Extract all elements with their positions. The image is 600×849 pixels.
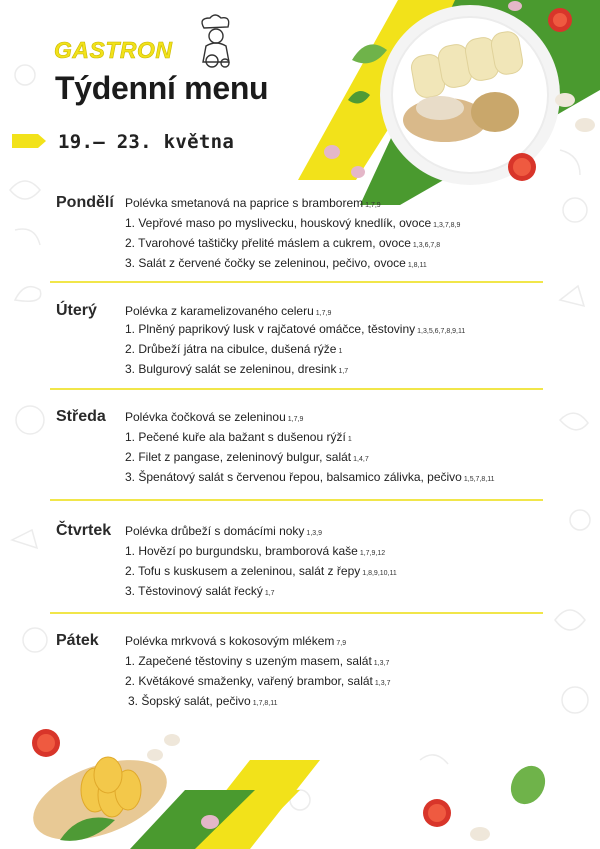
allergens: 1,7,9: [315, 310, 332, 317]
menu-item: 3. Špenátový salát s červenou řepou, balsamico zálivka, pečivo 1,5,7,8,11: [125, 470, 495, 484]
menu-item: 2. Květákové smaženky, vařený brambor, salát 1,3,7: [125, 674, 391, 688]
soup: Polévka drůbeží s domácími noky 1,3,9: [125, 524, 322, 538]
allergens: 1,7: [264, 590, 275, 597]
menu-item: 1. Plněný paprikový lusk v rajčatové omáčce, těstoviny 1,3,5,6,7,8,9,11: [125, 322, 466, 336]
menu-item: 3. Šopský salát, pečivo 1,7,8,11: [128, 694, 278, 708]
day-name: Úterý: [56, 302, 97, 319]
allergens: 1: [338, 348, 343, 355]
allergens: 1,7,9: [365, 202, 381, 209]
arrow-icon: [12, 134, 46, 148]
divider: [50, 499, 543, 501]
brand-logo: GASTRON: [54, 37, 173, 63]
allergens: 1,3,7: [373, 660, 390, 667]
allergens: 1,3,7,8,9: [433, 222, 461, 229]
day-name: Středa: [56, 408, 106, 425]
allergens: 1,3,7: [374, 680, 391, 687]
allergens: 1,8,9,10,11: [362, 570, 397, 577]
divider: [50, 612, 543, 614]
allergens: 1,4,7: [353, 456, 369, 463]
date-range: 19.– 23. května: [58, 131, 235, 153]
menu-item: 3. Salát z červené čočky se zeleninou, pečivo, ovoce 1,8,11: [125, 256, 427, 270]
menu-item: 2. Tvarohové taštičky přelité máslem a cukrem, ovoce 1,3,6,7,8: [125, 236, 441, 250]
allergens: 1,7,9: [287, 416, 304, 423]
menu-item: 1. Zapečené těstoviny s uzeným masem, salát 1,3,7: [125, 654, 390, 668]
menu-item: 1. Vepřové maso po myslivecku, houskový knedlík, ovoce 1,3,7,8,9: [125, 216, 461, 230]
menu-item: 2. Filet z pangase, zeleninový bulgur, salát 1,4,7: [125, 450, 369, 464]
soup: Polévka mrkvová s kokosovým mlékem 7,9: [125, 634, 347, 648]
menu-item: 3. Těstovinový salát řecký 1,7: [125, 584, 275, 598]
allergens: 1,7,9,12: [359, 550, 386, 557]
soup: Polévka z karamelizovaného celeru 1,7,9: [125, 304, 332, 318]
menu-item: 1. Hovězí po burgundsku, bramborová kaše 1,7,9,12: [125, 544, 386, 558]
allergens: 1,7,8,11: [252, 700, 278, 707]
allergens: 1,5,7,8,11: [463, 476, 495, 483]
allergens: 1,3,5,6,7,8,9,11: [417, 328, 466, 335]
allergens: 1,8,11: [407, 262, 427, 269]
divider: [50, 388, 543, 390]
divider: [50, 281, 543, 283]
day-name: Čtvrtek: [56, 522, 112, 539]
day-name: Pondělí: [56, 194, 114, 211]
menu-item: 1. Pečené kuře ala bažant s dušenou rýží 1: [125, 430, 352, 444]
soup: Polévka čočková se zeleninou 1,7,9: [125, 410, 304, 424]
soup: Polévka smetanová na paprice s bramborem 1,7,9: [125, 196, 381, 210]
chef-icon: [192, 14, 238, 70]
menu-item: 2. Drůbeží játra na cibulce, dušená rýže 1: [125, 342, 343, 356]
allergens: 1: [347, 436, 352, 443]
allergens: 1,7: [338, 368, 349, 375]
day-name: Pátek: [56, 632, 99, 649]
menu-item: 2. Tofu s kuskusem a zeleninou, salát z řepy 1,8,9,10,11: [125, 564, 397, 578]
page-title: Týdenní menu: [55, 70, 269, 106]
allergens: 1,3,6,7,8: [412, 242, 441, 249]
allergens: 7,9: [336, 640, 347, 647]
allergens: 1,3,9: [306, 530, 322, 537]
menu-item: 3. Bulgurový salát se zeleninou, dresink 1,7: [125, 362, 349, 376]
